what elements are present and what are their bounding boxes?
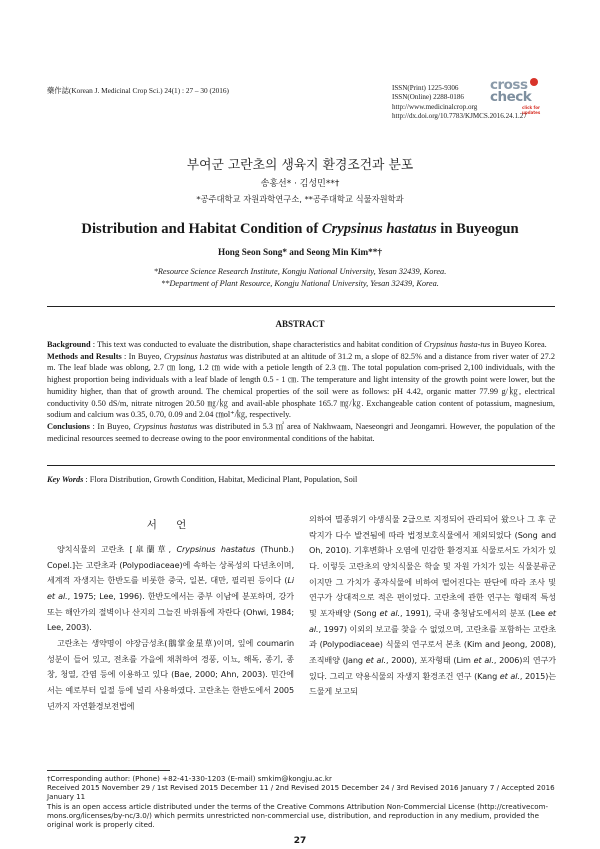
methods-species: Crypsinus hastatus (163, 351, 228, 361)
crossmark-tagline: click for updates (522, 105, 541, 115)
r-italic-3: et al. (365, 654, 386, 665)
english-authors: Hong Seon Song* and Seong Min Kim**† (218, 247, 382, 257)
intro-paragraph-1 (47, 542, 294, 636)
intro-right-column (309, 512, 556, 700)
methods-text-a: : In Buyeo, (121, 351, 164, 361)
methods-text-b: was distributed at an altitude of 31.2 m, a slope of 82.5% and a distance from river water of 27.2 m. The leaf blade was oblong, 2.7 ㎝ long, 1.2 ㎝ wide with a petiole length of 2.3 ㎝. The total population com-prised 2,100 individuals, with the highest proportion being individuals with a leaf blade of length 0.5 - 1 ㎝. The temperature and light intensity of the growth point were lower, but the humidity higher, than that of growth around. The chemical properties of the soil were as follows: pH 4.42, organic matter 77.99 g/㎏, electrical conductivity 0.50 dS/m, nitrate nitrogen 20.50 ㎎/㎏ and avail-able phosphate 165.7 ㎎/㎏. Exchangeable cation content of potassium, magnesium, sodium and calcium was 0.35, 0.70, 0.09 and 2.04 ㎝ol⁺/㎏, respectively. (47, 351, 556, 420)
conclusions-text-b: was distributed in 5.3 ㎡ area of Nakhwaam, Naeseongri and Jeongamri. However, the population of the medicinal resources seemed to decrease owing to the poor environmental conditions of the habitat. (47, 421, 556, 443)
page-number: 27 (293, 836, 307, 846)
r-italic-2: et al. (309, 607, 556, 634)
r-text-3: , 1997) 이외의 보고를 찾을 수 없었으며, 고란초를 포함하는 고란초과 (Polypodiaceae) 식물의 연구로서 본초 (Kim and Jeong, 2008), 조직배양 (Jang (309, 623, 556, 665)
affiliation-2: **Department of Plant Resource, Kongju National University, Yesan 32439, Korea. (161, 279, 439, 288)
p1-text-b: (Thunb.) Copel.]는 고란초과 (Polypodiaceae)에 속하는 상록성의 다년초이며, 세계적 자생지는 한반도를 비롯한 중국, 일본, 대만, 필리핀 등이다 ( (47, 544, 294, 586)
intro-paragraph-2-cont (309, 512, 556, 700)
intro-paragraph-2: 고란초는 생약명이 야장금성초(鵝掌金星草)이며, 잎에 coumarin 성분이 들어 있고, 전초를 가을에 채취하여 경풍, 이뇨, 해독, 종기, 종창, 청열, 간염 등에 이용하고 있다 (Bae, 2000; Ahn, 2003). 민간에서는 예로부터 일절 등에 널리 사용하였다. 고란초는 한반도에서 2005년까지 자연환경보전법에 (47, 637, 294, 711)
r-text-2: , 1991), 국내 충청남도에서의 분포 (Lee (399, 607, 549, 618)
abstract-methods (47, 351, 555, 421)
english-title-species: Crypsinus hastatus (321, 221, 437, 237)
r-italic-1: et al. (379, 607, 400, 618)
key-words-text: : Flora Distribution, Growth Condition, Habitat, Medicinal Plant, Population, Soil (83, 475, 358, 484)
background-species: Crypsinus hasta-tus (423, 340, 491, 349)
p1-text-a: 양치식물의 고란초 [皐蘭草, (57, 544, 177, 554)
journal-citation: 藥作誌(Korean J. Medicinal Crop Sci.) 24(1) : 27 – 30 (2016) (47, 86, 229, 95)
conclusions-text-a: : In Buyeo, (89, 421, 134, 431)
english-title (0, 221, 600, 238)
conclusions-label: Conclusions (47, 421, 90, 431)
background-label: Background (47, 340, 91, 349)
doi-link[interactable]: http://dx.doi.org/10.7783/KJMCS.2016.24.1.27 (392, 112, 527, 121)
p1-text-c: , 1975; Lee, 1996). 한반도에서는 중부 이남에 분포하며, 강가 또는 해안가의 절벽이나 산지의 그늘진 바위틈에 자란다 (Ohwi, 1984; Lee, 2003). (47, 590, 294, 633)
key-words-label: Key Words (47, 475, 84, 484)
p1-species: Crypsinus hastatus (176, 544, 255, 554)
footnote-rule (47, 770, 170, 771)
r-italic-4: et al. (473, 654, 494, 665)
abstract-heading: ABSTRACT (275, 319, 325, 329)
r-text-6: , 2015)는 드물게 보고되 (309, 670, 556, 697)
corresponding-author: †Corresponding author: (Phone) +82-41-330-1203 (E-mail) smkim@kongju.ac.kr (47, 774, 332, 783)
received-dates: Received 2015 November 29 / 1st Revised 2015 December 11 / 2nd Revised 2015 December 24 / 3rd Revised 2016 January 7 / Accepted 2016 January 11 (47, 783, 555, 802)
issn-print: ISSN(Print) 1225-9306 (392, 84, 459, 92)
r-text-1: 의하여 멸종위기 야생식물 2급으로 지정되어 관리되어 왔으나 그 후 군락지가 다수 발견됨에 따라 법정보호식물에서 제외되었다 (Song and Oh, 2010). 기후변화나 오염에 민감한 환경지표 식물로서도 가치가 있다. 이렇듯 고란초의 양치식물은 학술 및 자원 가치가 있는 식물분류군이지만 그 가치가 종자식물에 비하여 떨어진다는 판단에 따라 조사 및 연구가 상대적으로 적은 편이었다. 고란초에 관한 연구는 형태적 특성 및 포자배양 (Song (309, 514, 556, 618)
crossmark-logo-text-1: cross (490, 77, 528, 93)
korean-authors: 송홍선* · 김성민**† (260, 179, 340, 189)
r-text-4: , 2000), 포자형태 (Lim (385, 654, 474, 665)
korean-title: 부여군 고란초의 생육지 환경조건과 분포 (186, 158, 414, 173)
english-title-pre: Distribution and Habitat Condition of (81, 221, 322, 237)
key-words (47, 475, 357, 484)
affiliation-1: *Resource Science Research Institute, Kongju National University, Yesan 32439, Korea. (153, 267, 447, 276)
intro-left-column (47, 542, 294, 714)
license-statement: This is an open access article distributed under the terms of the Creative Commons Attribution Non-Commercial License (http://creativecom-mons.org/licenses/by-nc/3.0/) which permits unrestricted non-commercial use, distribution, and reproduction in any medium, provided the original work is properly cited. (47, 801, 549, 830)
conclusions-species: Crypsinus hastatus (133, 421, 198, 431)
r-italic-5: et al. (499, 670, 520, 681)
background-text-b: in Buyeo Korea. (490, 340, 547, 349)
footnote (47, 774, 555, 829)
abstract-body (47, 339, 555, 444)
abstract-conclusions (47, 421, 555, 444)
section-heading-intro: 서 언 (146, 519, 195, 531)
abstract-bottom-rule (47, 465, 555, 466)
issn-online: ISSN(Online) 2288-0186 (392, 93, 464, 102)
methods-label: Methods and Results (47, 351, 122, 361)
crossmark-logo-text-2: check (490, 89, 532, 105)
abstract-top-rule (47, 306, 555, 307)
r-text-5: , 2006)의 연구가 있다. 그리고 약용식물의 자생지 환경조건 연구 (Kang (309, 654, 556, 681)
crossmark-badge[interactable] (490, 77, 552, 115)
journal-url[interactable]: http://www.medicinalcrop.org (392, 102, 478, 111)
background-text-a: : This text was conducted to evaluate the distribution, shape characteristics and habitat condition of (90, 340, 424, 349)
crossmark-check-icon (530, 78, 538, 86)
p1-citation-italic: Li et al. (47, 575, 294, 601)
korean-affiliations: *공주대학교 자원과학연구소, **공주대학교 식물자원학과 (196, 194, 404, 204)
english-title-post: in Buyeogun (436, 221, 519, 237)
abstract-background (47, 339, 555, 351)
